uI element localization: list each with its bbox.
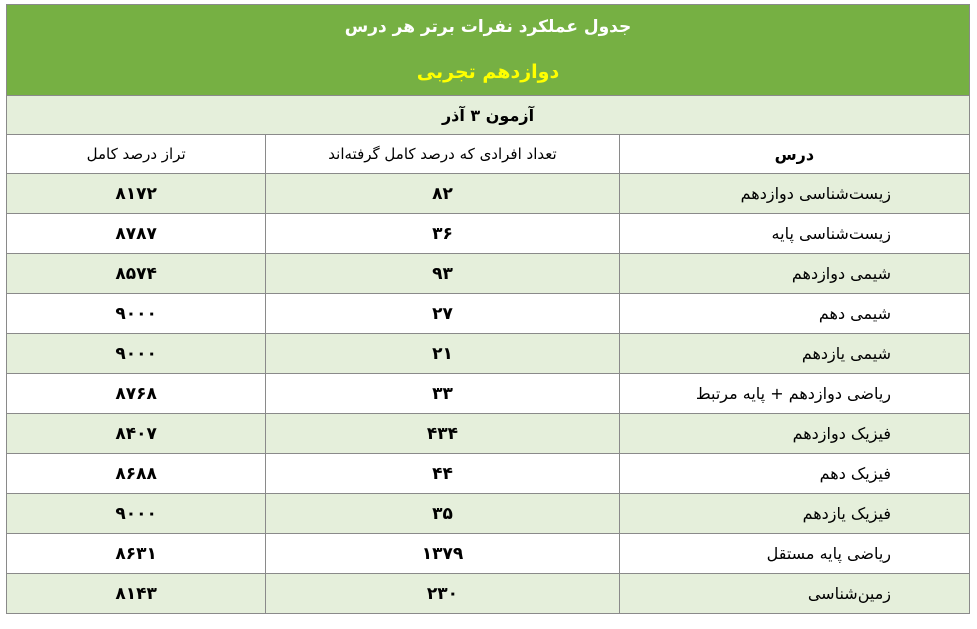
results-table [6,4,970,614]
table-row [7,574,970,614]
score-cell: ۹۰۰۰ [7,294,266,334]
table-title: جدول عملکرد نفرات برتر هر درس [7,5,970,50]
header-score: تراز درصد کامل [7,135,266,174]
header-subject: درس [619,135,969,174]
table-row [7,414,970,454]
table-row [7,374,970,414]
table-row [7,494,970,534]
table-row [7,454,970,494]
subject-cell: فیزیک دوازدهم [619,414,969,454]
results-table-container [6,4,970,614]
count-cell: ۲۷ [266,294,619,334]
score-cell: ۸۶۸۸ [7,454,266,494]
score-cell: ۸۶۳۱ [7,534,266,574]
table-row [7,214,970,254]
count-cell: ۳۶ [266,214,619,254]
subtitle-row [7,49,970,96]
subject-cell: زمین‌شناسی [619,574,969,614]
subject-cell: ریاضی دوازدهم + پایه مرتبط [619,374,969,414]
score-cell: ۹۰۰۰ [7,334,266,374]
score-cell: ۸۷۸۷ [7,214,266,254]
score-cell: ۹۰۰۰ [7,494,266,534]
table-row [7,334,970,374]
score-cell: ۸۱۴۳ [7,574,266,614]
header-count: تعداد افرادی که درصد کامل گرفته‌اند [266,135,619,174]
count-cell: ۴۳۴ [266,414,619,454]
count-cell: ۲۱ [266,334,619,374]
table-row [7,534,970,574]
exam-row [7,96,970,135]
count-cell: ۲۳۰ [266,574,619,614]
subject-cell: زیست‌شناسی دوازدهم [619,174,969,214]
count-cell: ۳۳ [266,374,619,414]
table-row [7,294,970,334]
subject-cell: ریاضی پایه مستقل [619,534,969,574]
subject-cell: فیزیک دهم [619,454,969,494]
title-row [7,5,970,50]
table-subtitle: دوازدهم تجربی [7,49,970,96]
score-cell: ۸۱۷۲ [7,174,266,214]
count-cell: ۳۵ [266,494,619,534]
count-cell: ۴۴ [266,454,619,494]
score-cell: ۸۴۰۷ [7,414,266,454]
subject-cell: شیمی یازدهم [619,334,969,374]
count-cell: ۸۲ [266,174,619,214]
header-row [7,135,970,174]
subject-cell: فیزیک یازدهم [619,494,969,534]
score-cell: ۸۷۶۸ [7,374,266,414]
exam-name: آزمون ۳ آذر [7,96,970,135]
table-row [7,254,970,294]
count-cell: ۹۳ [266,254,619,294]
score-cell: ۸۵۷۴ [7,254,266,294]
count-cell: ۱۳۷۹ [266,534,619,574]
subject-cell: شیمی دهم [619,294,969,334]
table-row [7,174,970,214]
subject-cell: شیمی دوازدهم [619,254,969,294]
subject-cell: زیست‌شناسی پایه [619,214,969,254]
